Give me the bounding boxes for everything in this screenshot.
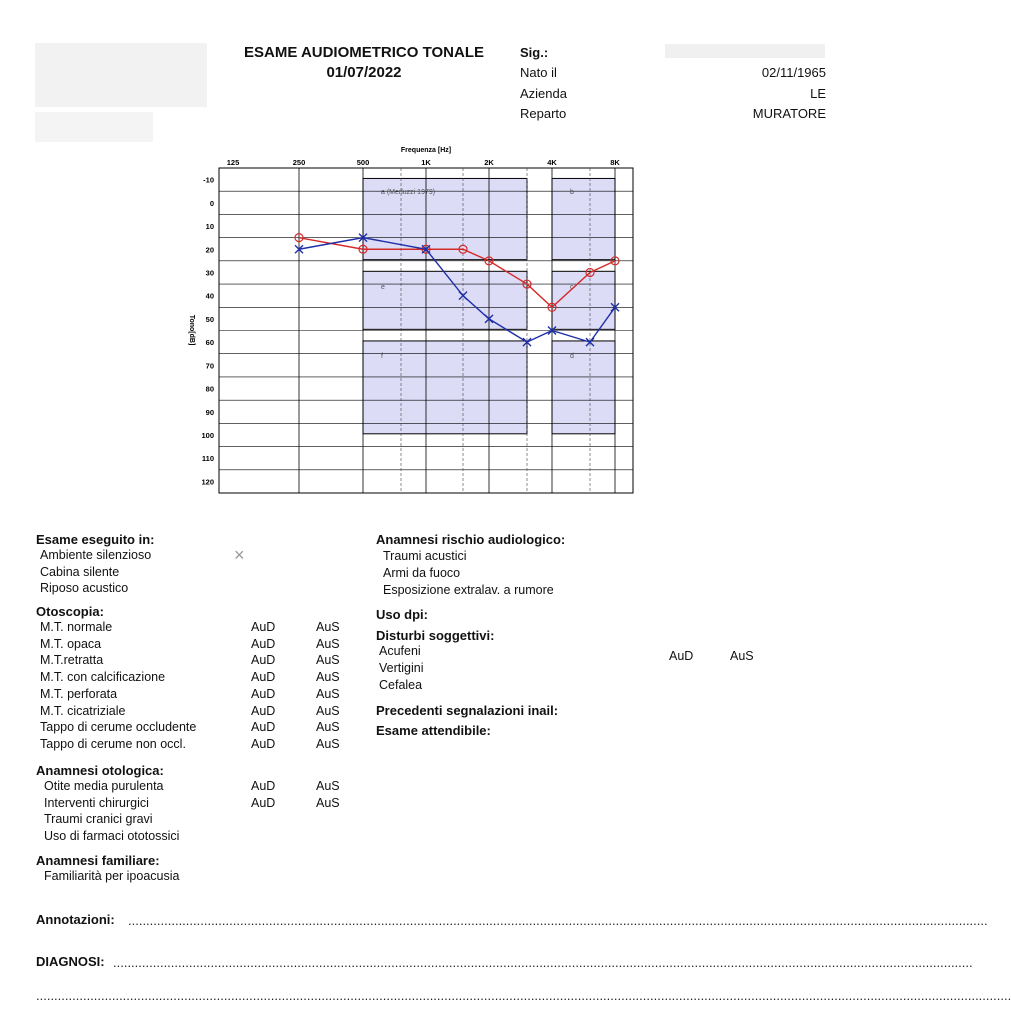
aus-option[interactable]: AuS [316,686,340,701]
aud-option[interactable]: AuD [251,720,276,735]
zone-label: a (Merluzzi 1979) [381,189,436,196]
field-value-reparto: MURATORE [752,106,826,121]
y-tick-label: 20 [205,245,214,255]
x-axis-label: Frequenza [Hz] [400,147,452,154]
x-tick-label: 1K [421,158,431,167]
aus-option[interactable]: AuS [316,795,340,810]
section-item: Ambiente silenzioso [40,548,152,562]
aus-option[interactable]: AuS [316,670,340,685]
section-item: Familiarità per ipoacusia [44,869,180,883]
section-item: M.T. con calcificazione [40,670,166,685]
field-label-azienda: Azienda [520,86,567,101]
aud-option[interactable]: AuD [251,686,276,701]
section-item: Riposo acustico [40,581,129,596]
section-heading: Anamnesi familiare: [36,853,160,868]
aus-option[interactable]: AuS [316,653,340,668]
annotazioni-line[interactable]: .............................................................................................................................................................................................................................................. [128,913,988,928]
x-tick-label: 2K [484,158,494,167]
rischio-heading: Anamnesi rischio audiologico: [376,532,566,547]
section-item: Cabina silente [40,564,120,579]
section-item: M.T. cicatriziale [40,703,126,718]
y-tick-label: 100 [201,430,214,440]
aud-option[interactable]: AuD [251,779,276,793]
exam-date: 01/07/2022 [326,64,402,81]
aus-option[interactable]: AuS [316,620,340,634]
rischio-item: Traumi acustici [383,549,467,563]
aus-option[interactable]: AuS [316,703,340,718]
x-tick-label: 8K [610,158,620,167]
section-item: M.T. perforata [40,686,118,701]
zone-f [363,341,527,434]
aus-option[interactable]: AuS [316,779,340,793]
section-item: Interventi chirurgici [44,795,149,810]
aud-option[interactable]: AuD [251,795,276,810]
aud-option[interactable]: AuD [251,636,276,651]
section-heading: Otoscopia: [36,604,104,619]
section-item: Tappo di cerume occludente [40,720,197,735]
y-tick-label: 0 [209,198,214,208]
aud-option[interactable]: AuD [251,736,276,751]
x-tick-label: 250 [292,158,306,167]
rischio-item: Armi da fuoco [383,566,461,580]
section-heading: Esame eseguito in: [36,532,155,547]
section-item: Tappo di cerume non occl. [40,736,186,751]
zone-e [363,271,527,329]
zone-d [552,341,615,434]
disturbi-aus: AuS [730,649,754,663]
y-tick-label: 120 [201,477,214,487]
y-tick-label: 110 [201,454,214,464]
disturbi-item: Acufeni [379,644,421,658]
y-axis-label: Tono[dB] [188,314,195,346]
field-label-reparto: Reparto [520,106,567,121]
zone-label: d [570,353,574,360]
zone-label: c [570,284,574,291]
section-item: Uso di farmaci ototossici [44,829,180,844]
y-tick-label: 10 [205,222,214,232]
rischio-item: Esposizione extralav. a rumore [383,583,554,597]
aud-option[interactable]: AuD [251,670,276,685]
section-item: Otite media purulenta [44,779,164,793]
field-value-nato: 02/11/1965 [761,65,826,80]
annotazioni-label: Annotazioni: [36,912,115,927]
section-heading: Anamnesi otologica: [36,763,164,778]
zone-label: b [570,189,574,196]
disturbi-heading: Disturbi soggettivi: [376,628,495,643]
zone-label: f [381,353,383,360]
field-value-azienda: LE [810,86,826,101]
aus-option[interactable]: AuS [316,720,340,735]
zone-b [552,178,615,259]
aus-option[interactable]: AuS [316,736,340,751]
aud-option[interactable]: AuD [251,653,276,668]
field-label-nato: Nato il [520,65,557,80]
disturbi-item: Vertigini [379,661,424,675]
y-tick-label: -10 [203,175,214,185]
zone-label: e [381,284,385,291]
page-title: ESAME AUDIOMETRICO TONALE [243,44,484,61]
uso-dpi-label: Uso dpi: [376,607,428,622]
aud-option[interactable]: AuD [251,620,276,634]
y-tick-label: 50 [205,314,214,324]
y-tick-label: 80 [205,384,214,394]
diagnosi-label: DIAGNOSI: [36,954,105,969]
y-tick-label: 30 [205,268,214,278]
audiogram-chart [0,0,869,500]
aus-option[interactable]: AuS [316,636,340,651]
selected-mark-icon: × [234,545,245,565]
section-item: M.T.retratta [40,653,104,668]
field-label-sig: Sig.: [520,45,549,60]
x-tick-label: 4K [547,158,557,167]
aud-option[interactable]: AuD [251,703,276,718]
y-tick-label: 90 [205,407,214,417]
disturbi-item: Cefalea [379,678,423,692]
section-item: M.T. normale [40,620,113,634]
diagnosi-line[interactable]: .............................................................................................................................................................................................................................................. [113,955,973,970]
y-tick-label: 60 [205,338,214,348]
precedenti-label: Precedenti segnalazioni inail: [376,703,559,718]
disturbi-aud: AuD [669,649,694,663]
y-tick-label: 70 [205,361,214,371]
attendibile-label: Esame attendibile: [376,723,491,738]
section-item: Traumi cranici gravi [44,812,153,827]
diagnosi-line-2[interactable]: .............................................................................................................................................................................................................................................................................. [36,988,1011,1003]
x-tick-label: 125 [226,158,240,167]
section-item: M.T. opaca [40,636,102,651]
y-tick-label: 40 [205,291,214,301]
x-tick-label: 500 [356,158,370,167]
